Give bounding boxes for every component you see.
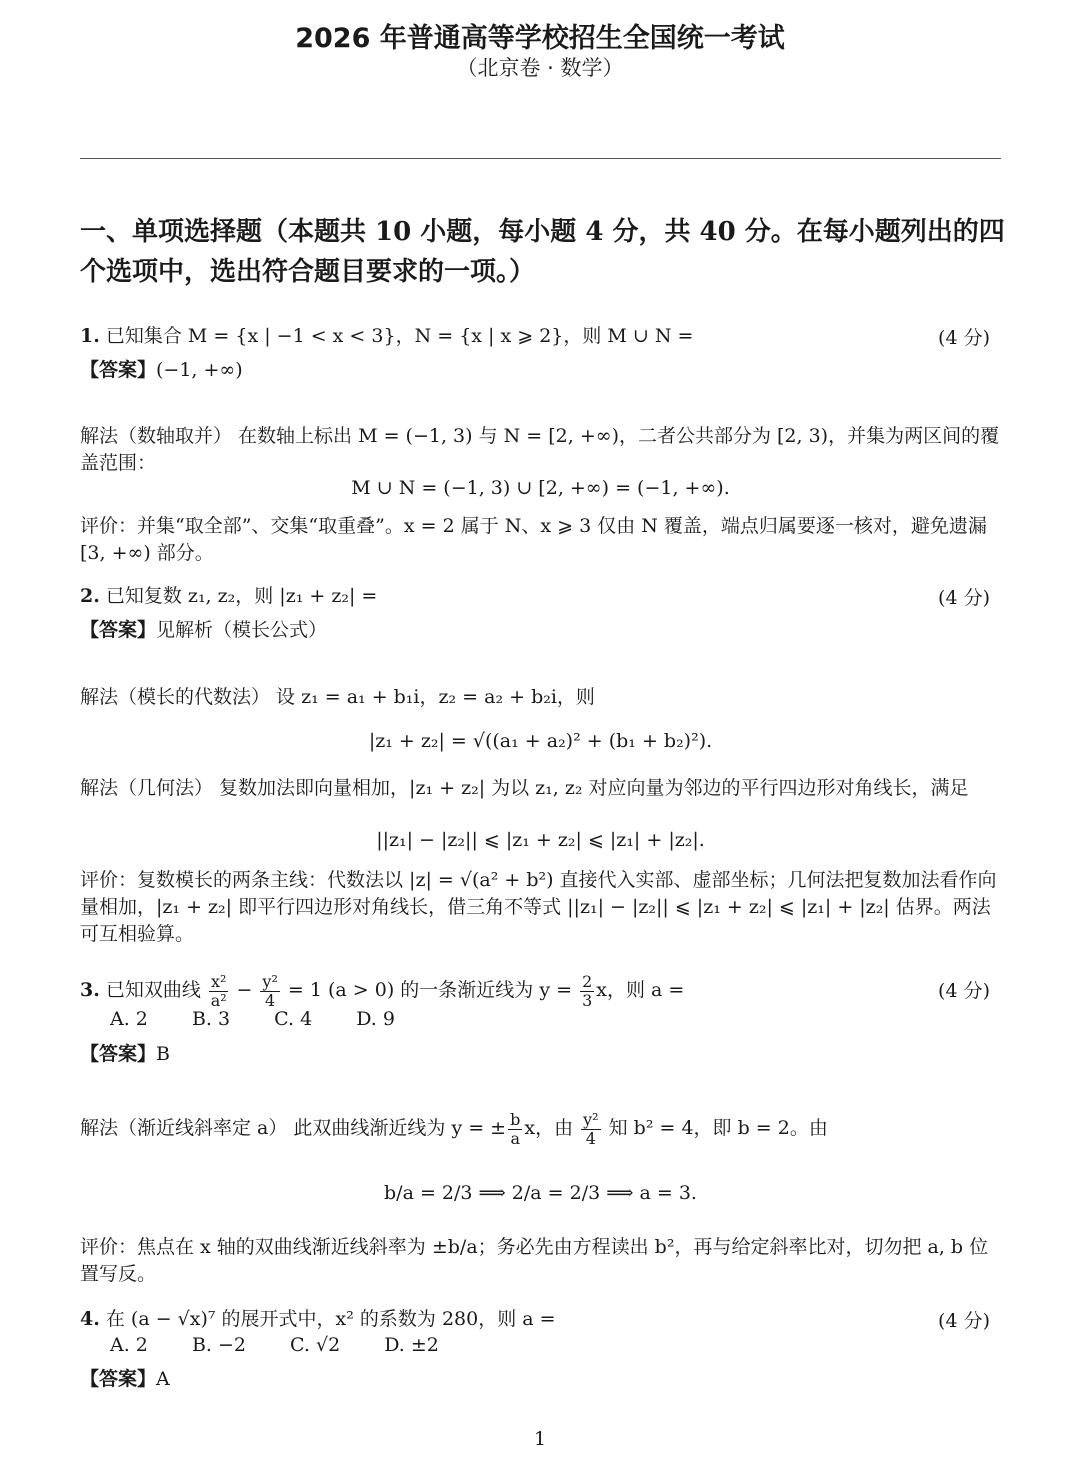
q3-option-b: B. 3 (191, 1008, 231, 1030)
q4-stem-line (80, 1306, 556, 1332)
q4-answer: A (156, 1368, 170, 1390)
fraction-numerator: x² (210, 971, 227, 991)
q3-solution-fraction-y2-4 (581, 1111, 600, 1148)
q3-answer-label: 【答案】 (80, 1043, 157, 1065)
fraction-numerator: y² (583, 1109, 599, 1129)
q2-solution-algebraic: 解法（模长的代数法） 设 z₁ = a₁ + b₁i，z₂ = a₂ + b₂i，则 (80, 686, 595, 708)
q3-solution-c: 知 b² = 4，即 b = 2。由 (608, 1117, 828, 1139)
q1-number: 1. (80, 325, 100, 347)
q2-answer: 见解析（模长公式） (156, 619, 328, 641)
fraction-denominator: a (510, 1128, 520, 1148)
q1-solution: 解法（数轴取并） 在数轴上标出 M = (−1, 3) 与 N = [2, +∞)，二者公共部分为 [2, 3)，并集为两区间的覆盖范围： (80, 425, 1000, 474)
q3-option-d: D. 9 (356, 1008, 395, 1030)
q4-answer-line (80, 1366, 170, 1392)
q2-formula-algebraic: |z₁ + z₂| = √((a₁ + a₂)² + (b₁ + b₂)²). (368, 730, 713, 752)
q3-options (110, 1008, 433, 1030)
q3-points: (4 分) (938, 980, 990, 1002)
q3-option-a: A. 2 (110, 1008, 148, 1030)
section-heading: 一、单项选择题（本题共 10 小题，每小题 4 分，共 40 分。在每小题列出的四个选项中，选出符合题目要求的一项。） (80, 217, 1005, 287)
q3-fraction-2-3 (580, 973, 594, 1010)
q3-stem-line (80, 968, 684, 1012)
q3-stem-b: = 1 (a > 0) 的一条渐近线为 y = (287, 979, 573, 1001)
exam-title: 2026 年普通高等学校招生全国统一考试 (295, 23, 785, 54)
q3-minus: − (236, 979, 253, 1001)
q3-number: 3. (80, 979, 100, 1001)
q3-option-c: C. 4 (274, 1008, 313, 1030)
q3-stem-a: 已知双曲线 (105, 979, 201, 1001)
q2-solution-geometric: 解法（几何法） 复数加法即向量相加，|z₁ + z₂| 为以 z₁, z₂ 对应向量为邻边的平行四边形对角线长，满足 (80, 777, 969, 799)
q4-option-a: A. 2 (110, 1334, 148, 1356)
q2-answer-line (80, 617, 327, 643)
fraction-denominator: 3 (582, 990, 593, 1010)
q1-review: 评价：并集“取全部”、交集“取重叠”。x = 2 属于 N、x ⩾ 3 仅由 N 覆盖，端点归属要逐一核对，避免遗漏 [3, +∞) 部分。 (80, 515, 987, 564)
q2-review: 评价：复数模长的两条主线：代数法以 |z| = √(a² + b²) 直接代入实部、虚部坐标；几何法把复数加法看作向量相加，|z₁ + z₂| 即平行四边形对角线长，借三角不等式 ||z₁| − |z₂|| ⩽ |z₁ + z₂| ⩽ |z₁| + |z₂| 估界。两法可互相验算。 (80, 869, 997, 945)
q4-option-b: B. −2 (191, 1334, 246, 1356)
q3-fraction-y2-4 (260, 973, 279, 1010)
q4-number: 4. (80, 1308, 100, 1330)
q4-option-d: D. ±2 (384, 1334, 439, 1356)
fraction-numerator: y² (262, 971, 278, 991)
q3-solution-fraction-b-a (508, 1111, 522, 1148)
q4-stem: 在 (a − √x)⁷ 的展开式中，x² 的系数为 280，则 a = (105, 1308, 556, 1330)
q3-review: 评价：焦点在 x 轴的双曲线渐近线斜率为 ±b/a；务必先由方程读出 b²，再与给定斜率比对，切勿把 a, b 位置写反。 (80, 1236, 989, 1285)
q3-solution-b: x，由 (524, 1117, 574, 1139)
fraction-denominator: 4 (265, 990, 276, 1010)
q1-stem-line (80, 323, 693, 349)
q4-option-c: C. √2 (290, 1334, 341, 1356)
fraction-numerator: b (510, 1109, 521, 1129)
q1-answer-line (80, 357, 243, 383)
q1-answer-label: 【答案】 (80, 359, 157, 381)
q1-formula: M ∪ N = (−1, 3) ∪ [2, +∞) = (−1, +∞). (351, 477, 730, 499)
q4-points: (4 分) (938, 1310, 990, 1332)
q3-stem-c: x，则 a = (596, 979, 685, 1001)
q3-answer: B (156, 1043, 170, 1065)
q1-stem: 已知集合 M = {x | −1 < x < 3}，N = {x | x ⩾ 2}，则 M ∪ N = (105, 325, 694, 347)
q3-formula: b/a = 2/3 ⟹ 2/a = 2/3 ⟹ a = 3. (384, 1182, 697, 1204)
fraction-denominator: a² (210, 990, 227, 1010)
fraction-numerator: 2 (582, 971, 593, 991)
q3-fraction-x2-a2 (209, 973, 228, 1010)
q3-solution-a: 解法（渐近线斜率定 a） 此双曲线渐近线为 y = ± (80, 1117, 507, 1139)
q1-answer: (−1, +∞) (156, 359, 243, 381)
q4-options (110, 1334, 477, 1356)
q2-stem-line (80, 583, 377, 609)
q3-solution-line (80, 1106, 828, 1150)
q2-stem: 已知复数 z₁, z₂，则 |z₁ + z₂| = (105, 585, 378, 607)
q3-answer-line (80, 1041, 170, 1067)
fraction-denominator: 4 (585, 1128, 596, 1148)
q4-answer-label: 【答案】 (80, 1368, 157, 1390)
page-number: 1 (533, 1428, 547, 1450)
q2-formula-geometric: ||z₁| − |z₂|| ⩽ |z₁ + z₂| ⩽ |z₁| + |z₂|. (376, 829, 705, 851)
header-divider (80, 158, 1001, 159)
q2-points: (4 分) (938, 587, 990, 609)
q2-answer-label: 【答案】 (80, 619, 157, 641)
q1-points: (4 分) (938, 327, 990, 349)
q2-number: 2. (80, 585, 100, 607)
exam-subtitle: （北京卷 · 数学） (456, 56, 624, 80)
